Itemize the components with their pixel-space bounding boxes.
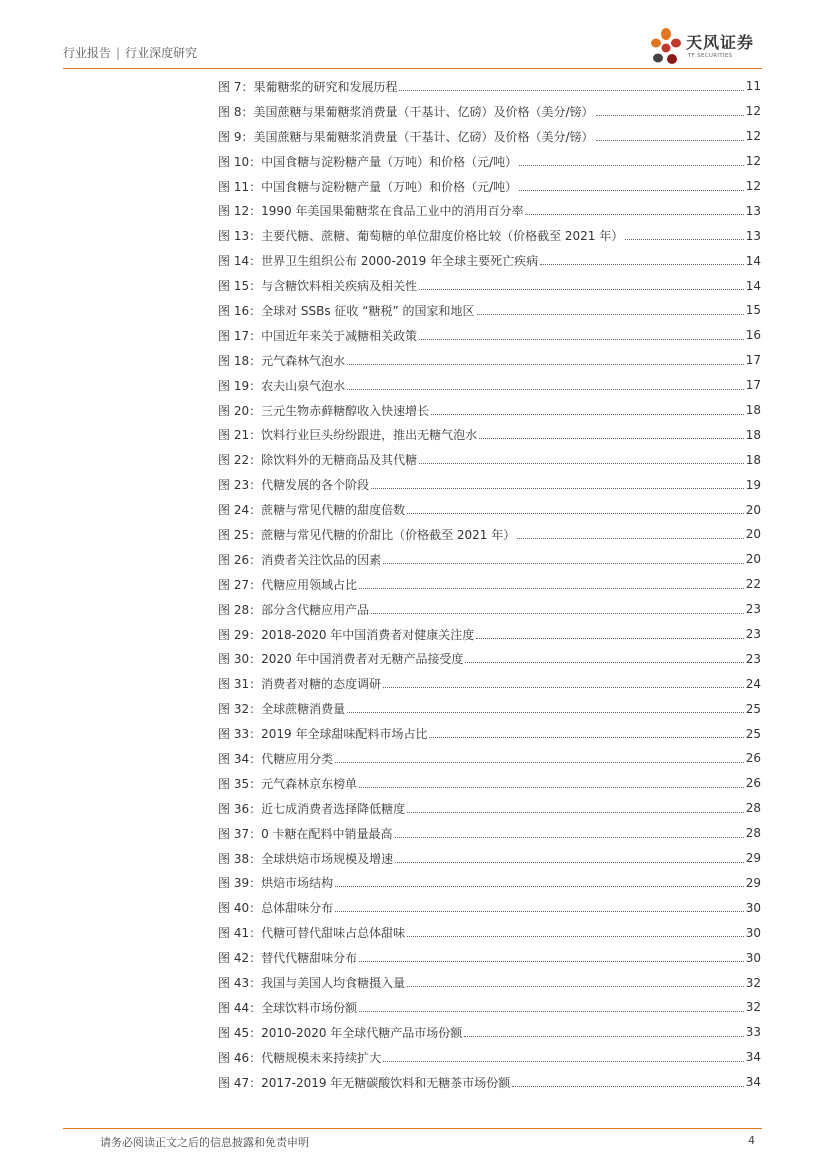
toc-entry[interactable] [218,671,761,696]
toc-leader-dots [519,189,744,191]
toc-entry-label: 图 23：代糖发展的各个阶段 [218,478,370,493]
toc-leader-dots [347,711,744,713]
toc-entry-label: 图 17：中国近年来关于减糖相关政策 [218,328,418,343]
header-category: 行业报告 [63,46,112,60]
toc-leader-dots [395,836,744,838]
toc-entry[interactable] [218,622,761,647]
toc-leader-dots [407,811,744,813]
toc-entry[interactable] [218,472,761,497]
toc-entry-label: 图 9：美国蔗糖与果葡糖浆消费量（干基计、亿磅）及价格（美分/镑） [218,129,594,144]
toc-leader-dots [371,487,744,489]
toc-leader-dots [383,1060,744,1062]
toc-entry-page: 19 [745,477,761,492]
footer-divider [63,1128,762,1129]
logo-petal-center [662,44,671,53]
toc-leader-dots [335,885,744,887]
toc-entry[interactable] [218,920,761,945]
toc-entry[interactable] [218,497,761,522]
toc-entry-label: 图 34：代糖应用分类 [218,751,334,766]
toc-leader-dots [419,462,744,464]
toc-entry-page: 14 [745,253,761,268]
toc-entry-page: 25 [745,701,761,716]
toc-entry-label: 图 25：蔗糖与常见代糖的价甜比（价格截至 2021 年） [218,527,516,542]
toc-entry-label: 图 43：我国与美国人均食糖摄入量 [218,976,406,990]
toc-entry-label: 图 12：1990 年美国果葡糖浆在食品工业中的消用百分率 [218,204,524,219]
toc-entry[interactable] [218,796,761,821]
header-divider [63,68,762,69]
toc-entry-label: 图 44：全球饮料市场份额 [218,1000,358,1015]
toc-leader-dots [335,761,744,763]
toc-leader-dots [464,1035,743,1037]
toc-entry[interactable] [218,248,761,273]
toc-entry[interactable] [218,348,761,373]
toc-entry-label: 图 45：2010-2020 年全球代糖产品市场份额 [218,1025,463,1040]
toc-entry[interactable] [218,871,761,896]
toc-entry-page: 12 [745,104,761,119]
toc-entry-label: 图 19：农夫山泉气泡水 [218,378,346,393]
toc-entry[interactable] [218,273,761,298]
toc-entry-label: 图 36：近七成消费者选择降低糖度 [218,801,406,816]
toc-entry-label: 图 22：除饮料外的无糖商品及其代糖 [218,453,418,468]
toc-entry-label: 图 47：2017-2019 年无糖碳酸饮料和无糖茶市场份额 [218,1075,511,1090]
toc-entry-label: 图 20：三元生物赤藓糖醇收入快速增长 [218,403,430,418]
logo-petal-top [661,28,671,40]
toc-entry-page: 26 [745,751,761,766]
toc-entry[interactable] [218,572,761,597]
toc-entry-page: 30 [745,900,761,915]
toc-entry-page: 20 [745,502,761,517]
toc-leader-dots [407,512,744,514]
toc-leader-dots [596,139,744,141]
toc-entry-label: 图 13：主要代糖、蔗糖、葡萄糖的单位甜度价格比较（价格截至 2021 年） [218,229,624,244]
logo-petal-bottom-right [667,54,677,64]
toc-entry-page: 18 [745,452,761,467]
toc-leader-dots [419,338,744,340]
toc-entry-page: 30 [745,925,761,940]
toc-entry-label: 图 38：全球烘焙市场规模及增速 [218,851,394,866]
toc-entry[interactable] [218,522,761,547]
figure-index-list [218,74,761,1095]
toc-entry-page: 13 [745,228,761,243]
toc-entry-page: 20 [745,552,761,567]
toc-entry-label: 图 35：元气森林京东榜单 [218,776,358,791]
toc-leader-dots [407,985,744,987]
toc-entry-label: 图 11：中国食糖与淀粉糖产量（万吨）和价格（元/吨） [218,179,518,194]
toc-leader-dots [596,114,744,116]
toc-entry-page: 13 [745,203,761,218]
toc-entry[interactable] [218,970,761,995]
header-subcategory: 行业深度研究 [125,46,198,60]
toc-entry-page: 24 [745,676,761,691]
toc-entry-label: 图 39：烘焙市场结构 [218,876,334,891]
toc-entry[interactable] [218,174,761,199]
toc-entry-page: 18 [745,403,761,418]
toc-entry[interactable] [218,846,761,871]
toc-entry-label: 图 27：代糖应用领域占比 [218,577,358,592]
toc-entry[interactable] [218,646,761,671]
toc-entry[interactable] [218,895,761,920]
toc-entry-label: 图 31：消费者对糖的态度调研 [218,677,382,692]
toc-entry-page: 23 [745,602,761,617]
toc-entry-page: 12 [745,179,761,193]
toc-entry[interactable] [218,447,761,472]
toc-entry-label: 图 46：代糖规模未来持续扩大 [218,1050,382,1065]
logo-name: 天风证券 [686,33,755,52]
toc-leader-dots [383,562,744,564]
toc-entry-page: 14 [745,278,761,293]
toc-entry-page: 30 [745,950,761,965]
toc-entry[interactable] [218,223,761,248]
toc-entry-page: 12 [745,154,761,169]
toc-entry-page: 29 [745,851,761,866]
toc-leader-dots [525,213,743,215]
toc-entry-page: 32 [745,1000,761,1015]
toc-leader-dots [479,437,744,439]
toc-entry[interactable] [218,298,761,323]
toc-leader-dots [465,661,743,663]
toc-entry[interactable] [218,547,761,572]
toc-entry-page: 20 [745,527,761,542]
toc-entry[interactable] [218,422,761,447]
toc-entry-label: 图 33：2019 年全球甜味配料市场占比 [218,727,428,742]
toc-leader-dots [335,910,744,912]
toc-leader-dots [407,935,744,937]
toc-entry-page: 28 [745,801,761,816]
toc-entry[interactable] [218,149,761,174]
footer-disclaimer: 请务必阅读正文之后的信息披露和免责申明 [100,1136,309,1149]
toc-entry[interactable] [218,995,761,1020]
toc-leader-dots [347,363,744,365]
toc-entry-label: 图 18：元气森林气泡水 [218,353,346,368]
toc-entry-label: 图 32：全球蔗糖消费量 [218,702,346,717]
toc-entry-page: 15 [745,303,761,318]
toc-leader-dots [359,960,744,962]
toc-leader-dots [431,413,744,415]
toc-leader-dots [419,288,744,290]
toc-entry-label: 图 28：部分含代糖应用产品 [218,602,370,617]
toc-entry-label: 图 15：与含糖饮料相关疾病及相关性 [218,279,418,294]
toc-entry-page: 16 [745,328,761,343]
header-separator: | [116,46,121,60]
toc-entry[interactable] [218,1045,761,1070]
toc-leader-dots [395,861,744,863]
toc-leader-dots [429,736,743,738]
toc-entry-label: 图 40：总体甜味分布 [218,901,334,916]
toc-entry[interactable] [218,771,761,796]
toc-entry-label: 图 42：替代代糖甜味分布 [218,951,358,966]
company-logo [648,25,768,71]
toc-entry[interactable] [218,99,761,124]
toc-entry-label: 图 24：蔗糖与常见代糖的甜度倍数 [218,503,406,518]
toc-entry-label: 图 16：全球对 SSBs 征收 “糖税” 的国家和地区 [218,303,475,318]
toc-entry-label: 图 29：2018-2020 年中国消费者对健康关注度 [218,627,475,642]
toc-entry-page: 34 [745,1050,761,1065]
toc-entry-page: 28 [745,826,761,841]
toc-entry[interactable] [218,696,761,721]
toc-entry-label: 图 30：2020 年中国消费者对无糖产品接受度 [218,652,464,667]
toc-leader-dots [347,388,744,390]
logo-petal-right [671,39,681,48]
toc-entry[interactable] [218,198,761,223]
toc-leader-dots [359,1010,744,1012]
toc-leader-dots [399,89,743,91]
toc-entry[interactable] [218,1070,761,1095]
toc-entry-page: 12 [745,129,761,144]
toc-entry-label: 图 37：0 卡糖在配料中销量最高 [218,826,393,841]
toc-entry[interactable] [218,1020,761,1045]
toc-entry-page: 29 [745,875,761,890]
toc-entry-label: 图 21：饮料行业巨头纷纷跟进，推出无糖气泡水 [218,428,478,443]
logo-subtitle: TF SECURITIES [688,53,733,59]
toc-leader-dots [519,164,744,166]
toc-entry-page: 34 [745,1075,761,1090]
toc-entry-page: 17 [745,378,761,393]
toc-entry[interactable] [218,821,761,846]
toc-entry-label: 图 7：果葡糖浆的研究和发展历程 [218,79,398,94]
toc-entry[interactable] [218,945,761,970]
toc-entry[interactable] [218,323,761,348]
toc-leader-dots [512,1085,743,1087]
toc-entry-label: 图 41：代糖可替代甜味占总体甜味 [218,926,406,941]
toc-entry-page: 22 [745,577,761,592]
toc-leader-dots [383,686,744,688]
toc-entry[interactable] [218,74,761,99]
report-header [63,44,197,61]
toc-entry[interactable] [218,746,761,771]
toc-entry[interactable] [218,721,761,746]
toc-entry-page: 18 [745,427,761,442]
toc-entry-label: 图 14：世界卫生组织公布 2000-2019 年全球主要死亡疾病 [218,254,539,269]
toc-leader-dots [477,313,744,315]
toc-entry-page: 26 [745,776,761,791]
toc-entry-page: 23 [745,651,761,666]
toc-leader-dots [476,637,743,639]
toc-entry[interactable] [218,373,761,398]
toc-entry[interactable] [218,597,761,622]
toc-entry-page: 33 [745,1025,761,1040]
toc-entry-page: 23 [745,627,761,642]
logo-flower-icon [648,27,684,69]
toc-entry-page: 32 [745,975,761,990]
toc-entry-label: 图 8：美国蔗糖与果葡糖浆消费量（干基计、亿磅）及价格（美分/镑） [218,104,594,119]
toc-entry-label: 图 26：消费者关注饮品的因素 [218,552,382,567]
toc-entry-page: 11 [745,79,761,94]
toc-leader-dots [517,537,743,539]
toc-entry-page: 25 [745,726,761,741]
toc-leader-dots [371,612,744,614]
toc-entry[interactable] [218,398,761,423]
toc-leader-dots [540,263,744,265]
logo-petal-bottom-left [653,54,663,63]
logo-petal-left [651,39,661,48]
toc-leader-dots [359,786,744,788]
toc-leader-dots [359,587,744,589]
footer-page-number: 4 [748,1134,755,1147]
toc-entry-page: 17 [745,353,761,368]
toc-entry-label: 图 10：中国食糖与淀粉糖产量（万吨）和价格（元/吨） [218,154,518,169]
toc-leader-dots [625,238,743,240]
toc-entry[interactable] [218,124,761,149]
